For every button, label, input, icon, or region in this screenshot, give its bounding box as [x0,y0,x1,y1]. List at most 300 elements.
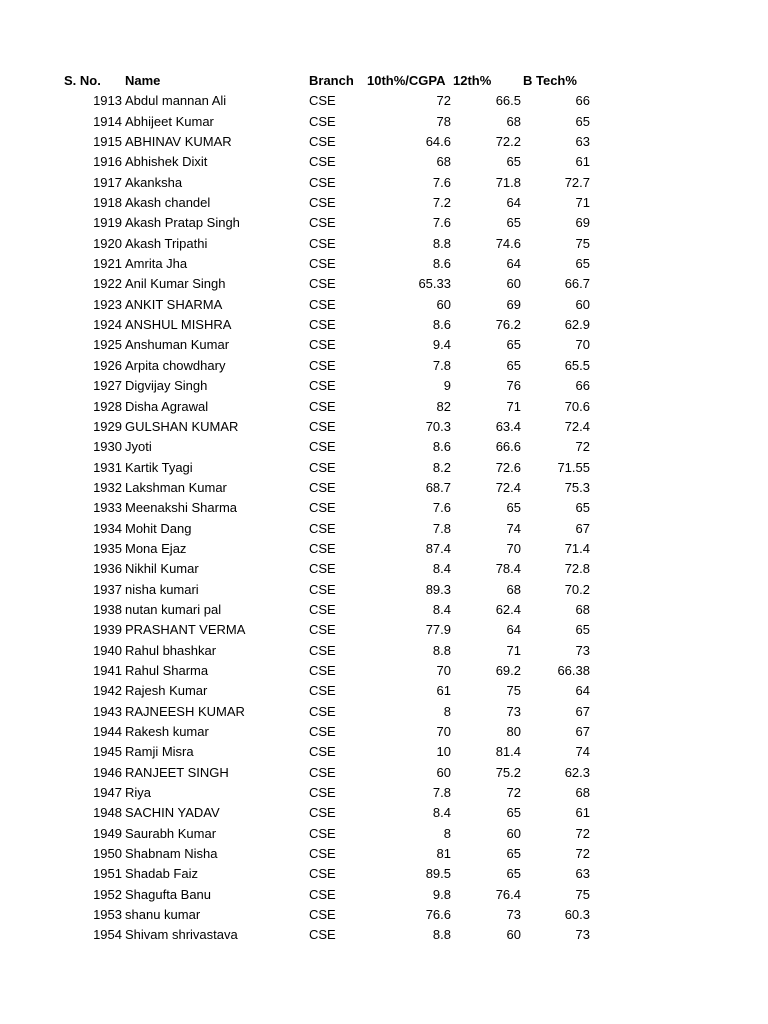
cell-twelfth: 76.4 [495,886,521,902]
cell-sno: 1915 [93,134,122,150]
cell-twelfth: 78.4 [495,561,521,577]
table-row [0,641,768,661]
cell-twelfth: 65 [506,866,521,882]
table-row [0,376,768,396]
student-table [0,71,768,946]
cell-name: Shivam shrivastava [125,927,238,943]
table-row [0,274,768,294]
cell-btech: 66 [575,378,590,394]
cell-branch: CSE [309,256,336,272]
cell-sno: 1918 [93,195,122,211]
cell-tenth: 70 [436,724,451,739]
cell-name: PRASHANT VERMA [125,622,246,638]
cell-branch: CSE [309,581,336,597]
cell-twelfth: 62.4 [495,601,521,617]
cell-branch: CSE [309,317,336,333]
cell-tenth: 8 [443,825,451,841]
table-row [0,620,768,640]
cell-btech: 73 [575,927,590,943]
cell-branch: CSE [309,683,336,699]
cell-twelfth: 76.2 [495,317,521,333]
cell-tenth: 8.6 [432,317,451,333]
cell-twelfth: 68 [506,113,521,129]
cell-sno: 1923 [93,296,122,312]
cell-tenth: 8.4 [432,805,451,821]
cell-name: Shagufta Banu [125,886,212,902]
table-row [0,498,768,518]
cell-name: Rakesh kumar [125,724,209,739]
cell-sno: 1928 [93,398,122,414]
cell-sno: 1953 [93,907,122,923]
cell-twelfth: 75.2 [495,764,521,780]
cell-tenth: 65.33 [418,276,451,292]
table-row [0,213,768,233]
cell-name: Abhishek Dixit [125,154,208,170]
cell-name: Digvijay Singh [125,378,208,394]
cell-twelfth: 71 [506,398,521,414]
cell-name: Abhijeet Kumar [125,113,214,129]
header-tenth: 10th%/CGPA [367,73,446,88]
cell-sno: 1930 [93,439,122,455]
cell-btech: 65 [575,622,590,638]
cell-twelfth: 72.6 [495,459,521,475]
cell-sno: 1921 [93,256,122,272]
cell-tenth: 7.6 [432,174,451,190]
cell-twelfth: 64 [506,622,521,638]
cell-btech: 63 [575,134,590,150]
cell-branch: CSE [309,520,336,536]
cell-name: Amrita Jha [125,256,188,272]
table-row [0,824,768,844]
cell-branch: CSE [309,134,336,150]
cell-name: Ramji Misra [125,744,194,760]
table-row [0,417,768,437]
table-row [0,335,768,355]
cell-name: Disha Agrawal [125,398,209,414]
cell-sno: 1943 [93,703,122,719]
table-row [0,559,768,579]
cell-btech: 75 [575,235,590,251]
cell-tenth: 60 [436,296,451,312]
cell-sno: 1940 [93,642,122,658]
cell-btech: 65 [575,256,590,272]
cell-name: Anshuman Kumar [125,337,230,353]
cell-twelfth: 72.4 [495,479,521,495]
cell-twelfth: 65 [506,500,521,516]
cell-name: SACHIN YADAV [125,805,220,821]
cell-sno: 1927 [93,378,122,394]
cell-btech: 66.38 [557,662,590,678]
cell-sno: 1954 [93,927,122,943]
cell-twelfth: 66.5 [495,93,521,109]
cell-name: RAJNEESH KUMAR [125,703,245,719]
cell-twelfth: 74 [506,520,521,536]
cell-name: Mona Ejaz [125,540,187,556]
table-row [0,478,768,498]
cell-btech: 72 [575,846,590,862]
cell-branch: CSE [309,764,336,780]
cell-branch: CSE [309,195,336,211]
cell-btech: 61 [575,805,590,821]
cell-btech: 70 [575,337,590,353]
table-row [0,803,768,823]
cell-name: ANKIT SHARMA [125,296,223,312]
cell-name: Saurabh Kumar [125,825,217,841]
cell-tenth: 7.8 [432,785,451,801]
cell-branch: CSE [309,622,336,638]
table-row [0,864,768,884]
cell-name: RANJEET SINGH [125,764,229,780]
cell-btech: 75.3 [564,479,590,495]
cell-branch: CSE [309,907,336,923]
cell-twelfth: 75 [506,683,521,699]
table-row [0,315,768,335]
cell-sno: 1944 [93,724,122,739]
cell-btech: 64 [575,683,590,699]
table-row [0,519,768,539]
cell-twelfth: 64 [506,195,521,211]
cell-branch: CSE [309,113,336,129]
cell-name: nisha kumari [125,581,199,597]
cell-btech: 74 [575,744,590,760]
cell-tenth: 77.9 [425,622,451,638]
cell-btech: 72 [575,439,590,455]
cell-sno: 1946 [93,764,122,780]
table-row [0,580,768,600]
header-twelfth: 12th% [453,73,492,88]
cell-btech: 71.4 [564,540,590,556]
cell-branch: CSE [309,703,336,719]
table-row [0,702,768,722]
cell-twelfth: 72.2 [495,134,521,150]
cell-tenth: 8.4 [432,601,451,617]
cell-btech: 71 [575,195,590,211]
cell-btech: 67 [575,724,590,739]
cell-tenth: 70 [436,662,451,678]
cell-tenth: 70.3 [425,418,451,434]
cell-name: Akash Tripathi [125,235,208,251]
cell-btech: 70.2 [564,581,590,597]
cell-btech: 68 [575,601,590,617]
table-row [0,661,768,681]
cell-branch: CSE [309,337,336,353]
cell-tenth: 87.4 [425,540,451,556]
cell-sno: 1929 [93,418,122,434]
cell-twelfth: 65 [506,357,521,373]
cell-tenth: 64.6 [425,134,451,150]
cell-name: Jyoti [125,439,152,455]
table-row [0,193,768,213]
cell-tenth: 60 [436,764,451,780]
cell-branch: CSE [309,805,336,821]
cell-sno: 1926 [93,357,122,373]
cell-branch: CSE [309,357,336,373]
cell-sno: 1931 [93,459,122,475]
cell-sno: 1952 [93,886,122,902]
cell-sno: 1922 [93,276,122,292]
cell-tenth: 8.2 [432,459,451,475]
cell-sno: 1925 [93,337,122,353]
table-row [0,681,768,701]
cell-twelfth: 81.4 [495,744,521,760]
cell-branch: CSE [309,235,336,251]
cell-twelfth: 68 [506,581,521,597]
cell-twelfth: 65 [506,215,521,231]
cell-name: Akanksha [125,174,183,190]
cell-name: Nikhil Kumar [125,561,199,577]
cell-twelfth: 69 [506,296,521,312]
cell-btech: 62.9 [564,317,590,333]
table-row [0,742,768,762]
cell-tenth: 68 [436,154,451,170]
cell-branch: CSE [309,744,336,760]
cell-sno: 1937 [93,581,122,597]
cell-btech: 60 [575,296,590,312]
cell-tenth: 7.6 [432,215,451,231]
cell-name: Mohit Dang [125,520,192,536]
table-row [0,234,768,254]
cell-tenth: 9 [443,378,451,394]
cell-name: GULSHAN KUMAR [125,418,239,434]
table-row [0,112,768,132]
cell-sno: 1950 [93,846,122,862]
cell-btech: 66.7 [564,276,590,292]
cell-btech: 67 [575,520,590,536]
cell-name: Arpita chowdhary [125,357,226,373]
cell-name: Akash Pratap Singh [125,215,240,231]
table-row [0,152,768,172]
cell-btech: 72.8 [564,561,590,577]
cell-tenth: 8.6 [432,439,451,455]
cell-branch: CSE [309,459,336,475]
cell-tenth: 81 [436,846,451,862]
cell-btech: 65 [575,500,590,516]
cell-sno: 1932 [93,479,122,495]
cell-name: Shadab Faiz [125,866,198,882]
table-row [0,437,768,457]
table-row [0,91,768,111]
cell-twelfth: 63.4 [495,418,521,434]
cell-tenth: 8 [443,703,451,719]
table-row [0,397,768,417]
cell-branch: CSE [309,93,336,109]
cell-branch: CSE [309,724,336,739]
cell-twelfth: 65 [506,846,521,862]
cell-branch: CSE [309,154,336,170]
cell-branch: CSE [309,418,336,434]
cell-tenth: 76.6 [425,907,451,923]
header-sno: S. No. [64,73,101,88]
cell-tenth: 8.4 [432,561,451,577]
table-row [0,173,768,193]
cell-sno: 1913 [93,93,122,109]
cell-branch: CSE [309,215,336,231]
cell-sno: 1919 [93,215,122,231]
cell-name: ANSHUL MISHRA [125,317,232,333]
table-row [0,885,768,905]
cell-name: Riya [125,785,152,801]
table-row [0,295,768,315]
cell-btech: 72.7 [564,174,590,190]
cell-btech: 72 [575,825,590,841]
table-row [0,763,768,783]
cell-branch: CSE [309,886,336,902]
cell-twelfth: 71.8 [495,174,521,190]
cell-twelfth: 76 [506,378,521,394]
table-row [0,254,768,274]
cell-sno: 1933 [93,500,122,516]
cell-twelfth: 80 [506,724,521,739]
cell-name: Akash chandel [125,195,211,211]
cell-btech: 72.4 [564,418,590,434]
cell-sno: 1942 [93,683,122,699]
cell-branch: CSE [309,276,336,292]
cell-btech: 63 [575,866,590,882]
cell-tenth: 8.8 [432,927,451,943]
cell-tenth: 9.8 [432,886,451,902]
cell-name: Lakshman Kumar [125,479,227,495]
cell-tenth: 8.8 [432,235,451,251]
cell-sno: 1939 [93,622,122,638]
cell-twelfth: 73 [506,703,521,719]
cell-twelfth: 60 [506,927,521,943]
table-row [0,458,768,478]
table-row [0,783,768,803]
cell-sno: 1935 [93,540,122,556]
cell-tenth: 9.4 [432,337,451,353]
cell-name: Rahul bhashkar [125,642,217,658]
cell-name: ABHINAV KUMAR [125,134,232,150]
cell-branch: CSE [309,866,336,882]
cell-tenth: 7.6 [432,500,451,516]
table-body [0,91,768,945]
table-row [0,905,768,925]
cell-branch: CSE [309,601,336,617]
table-row [0,722,768,742]
cell-tenth: 72 [436,93,451,109]
cell-twelfth: 60 [506,276,521,292]
cell-name: nutan kumari pal [125,601,222,617]
cell-branch: CSE [309,825,336,841]
cell-name: Rahul Sharma [125,662,209,678]
header-branch: Branch [309,73,354,88]
cell-branch: CSE [309,296,336,312]
cell-tenth: 8.8 [432,642,451,658]
cell-twelfth: 65 [506,154,521,170]
cell-btech: 61 [575,154,590,170]
cell-branch: CSE [309,378,336,394]
cell-twelfth: 69.2 [495,662,521,678]
cell-name: Kartik Tyagi [125,459,193,475]
cell-tenth: 10 [436,744,451,760]
cell-btech: 66 [575,93,590,109]
cell-sno: 1914 [93,113,122,129]
cell-tenth: 82 [436,398,451,414]
cell-btech: 71.55 [557,459,590,475]
cell-branch: CSE [309,500,336,516]
cell-sno: 1947 [93,785,122,801]
cell-name: shanu kumar [125,907,201,923]
table-row [0,539,768,559]
table-row [0,844,768,864]
cell-twelfth: 73 [506,907,521,923]
cell-twelfth: 65 [506,337,521,353]
cell-tenth: 68.7 [425,479,451,495]
cell-tenth: 89.3 [425,581,451,597]
cell-name: Meenakshi Sharma [125,500,237,516]
cell-sno: 1941 [93,662,122,678]
cell-twelfth: 60 [506,825,521,841]
cell-btech: 67 [575,703,590,719]
cell-btech: 68 [575,785,590,801]
cell-sno: 1945 [93,744,122,760]
cell-twelfth: 66.6 [495,439,521,455]
cell-branch: CSE [309,846,336,862]
cell-tenth: 8.6 [432,256,451,272]
cell-sno: 1917 [93,174,122,190]
cell-sno: 1938 [93,601,122,617]
cell-branch: CSE [309,479,336,495]
cell-btech: 75 [575,886,590,902]
cell-btech: 69 [575,215,590,231]
cell-tenth: 7.8 [432,520,451,536]
cell-tenth: 89.5 [425,866,451,882]
cell-sno: 1949 [93,825,122,841]
cell-btech: 73 [575,642,590,658]
cell-branch: CSE [309,785,336,801]
cell-branch: CSE [309,642,336,658]
cell-name: Anil Kumar Singh [125,276,226,292]
table-row [0,600,768,620]
cell-btech: 65 [575,113,590,129]
cell-name: Rajesh Kumar [125,683,208,699]
header-name: Name [125,73,161,88]
cell-branch: CSE [309,540,336,556]
cell-branch: CSE [309,662,336,678]
cell-tenth: 78 [436,113,451,129]
cell-btech: 60.3 [564,907,590,923]
cell-twelfth: 71 [506,642,521,658]
cell-branch: CSE [309,398,336,414]
table-row [0,925,768,945]
cell-sno: 1916 [93,154,122,170]
cell-branch: CSE [309,439,336,455]
cell-tenth: 7.8 [432,357,451,373]
cell-twelfth: 64 [506,256,521,272]
cell-twelfth: 70 [506,540,521,556]
cell-sno: 1951 [93,866,122,882]
cell-sno: 1948 [93,805,122,821]
cell-sno: 1920 [93,235,122,251]
cell-tenth: 7.2 [432,195,451,211]
cell-tenth: 61 [436,683,451,699]
cell-twelfth: 65 [506,805,521,821]
cell-name: Abdul mannan Ali [125,93,227,109]
cell-branch: CSE [309,174,336,190]
header-row [0,71,768,91]
cell-sno: 1934 [93,520,122,536]
cell-twelfth: 74.6 [495,235,521,251]
cell-sno: 1936 [93,561,122,577]
cell-btech: 70.6 [564,398,590,414]
table-row [0,132,768,152]
cell-btech: 65.5 [564,357,590,373]
cell-branch: CSE [309,561,336,577]
cell-branch: CSE [309,927,336,943]
cell-sno: 1924 [93,317,122,333]
cell-name: Shabnam Nisha [125,846,218,862]
header-btech: B Tech% [523,73,577,88]
